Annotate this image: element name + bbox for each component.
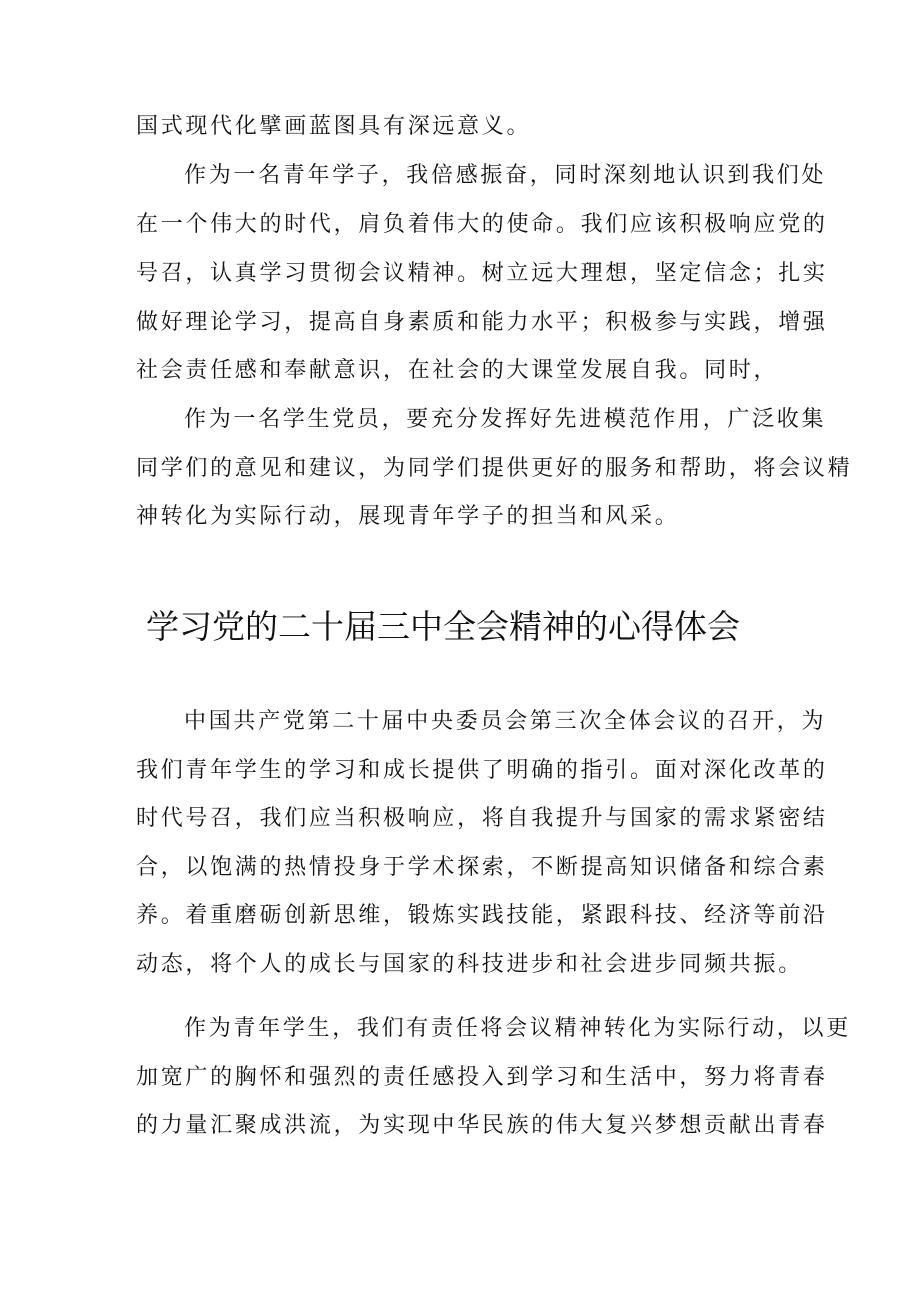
paragraph-line: 时代号召，我们应当积极响应，将自我提升与国家的需求紧密结 [136,806,828,831]
paragraph-line: 同学们的意见和建议，为同学们提供更好的服务和帮助，将会议精 [136,456,853,481]
paragraph-line: 神转化为实际行动，展现青年学子的担当和风采。 [136,504,680,529]
paragraph-line: 社会责任感和奉献意识，在社会的大课堂发展自我。同时， [136,358,779,383]
paragraph-line: 做好理论学习，提高自身素质和能力水平；积极参与实践，增强 [136,310,828,335]
paragraph-line: 的力量汇聚成洪流，为实现中华民族的伟大复兴梦想贡献出青春 [136,1113,828,1138]
paragraph-line: 中国共产党第二十届中央委员会第三次全体会议的召开，为 [184,709,827,734]
paragraph-line: 养。着重磨砺创新思维，锻炼实践技能，紧跟科技、经济等前沿 [136,903,828,928]
paragraph-line: 作为一名学生党员，要充分发挥好先进模范作用，广泛收集 [184,407,827,432]
paragraph-line: 动态，将个人的成长与国家的科技进步和社会进步同频共振。 [136,952,803,977]
paragraph-line: 在一个伟大的时代，肩负着伟大的使命。我们应该积极响应党的 [136,212,828,237]
section-heading: 学习党的二十届三中全会精神的心得体会 [146,607,740,646]
paragraph-line: 我们青年学生的学习和成长提供了明确的指引。面对深化改革的 [136,758,828,783]
paragraph-line: 作为一名青年学子，我倍感振奋，同时深刻地认识到我们处 [184,163,827,188]
paragraph-line: 号召，认真学习贯彻会议精神。树立远大理想，坚定信念；扎实 [136,261,828,286]
paragraph-line: 作为青年学生，我们有责任将会议精神转化为实际行动，以更 [184,1016,851,1041]
paragraph-line: 合，以饱满的热情投身于学术探索，不断提高知识储备和综合素 [136,855,828,880]
paragraph-line: 国式现代化擘画蓝图具有深远意义。 [136,114,532,139]
paragraph-line: 加宽广的胸怀和强烈的责任感投入到学习和生活中，努力将青春 [136,1065,828,1090]
